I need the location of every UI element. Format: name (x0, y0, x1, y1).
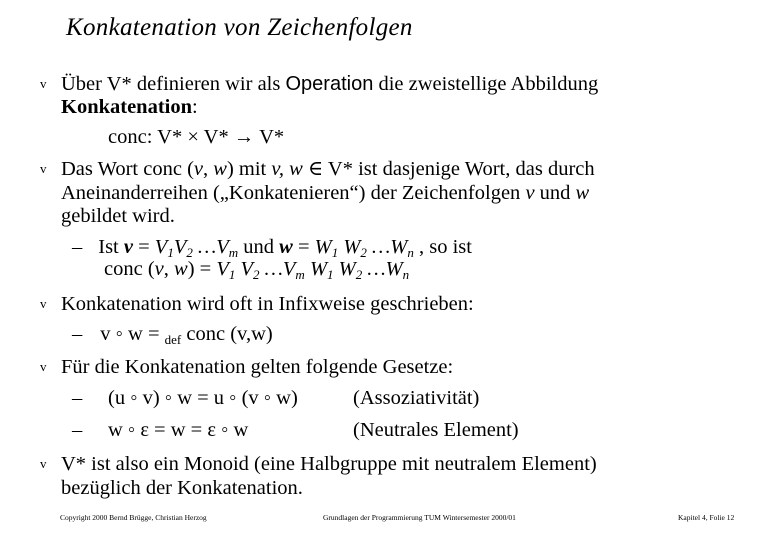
slide-title: Konkatenation von Zeichenfolgen (66, 14, 413, 41)
law-neutral-expr: w ◦ ε = w = ε ◦ w (108, 419, 249, 441)
law-neutral: – (72, 419, 83, 441)
sub-item-infix: – v ◦ w = $_{def}$ conc (v,w) (72, 323, 273, 347)
law-associativity: – (72, 387, 83, 409)
bullet-2-line-2: Aneinanderreihen („Konkatenieren“) der Zeichenfolgen v und w (61, 182, 590, 204)
bullet-5-line-2: bezüglich der Konkatenation. (61, 477, 303, 499)
bullet-icon: v (40, 359, 47, 374)
law-associativity-expr: (u ◦ v) ◦ w = u ◦ (v ◦ w) (108, 387, 298, 409)
law-neutral-label: (Neutrales Element) (353, 419, 519, 441)
sub-item-ist: – Ist $v = V_1V_2$ $\dots V_m$ und $w = W_1$ $W_2$ $\dots W_n$ , so ist (72, 236, 472, 260)
bullet-2-line-3: gebildet wird. (61, 205, 175, 227)
footer-copyright: Copyright 2000 Bernd Brügge, Christian Herzog (60, 513, 207, 522)
law-associativity-label: (Assoziativität) (353, 387, 480, 409)
bullet-1-line-2: Konkatenation: (61, 96, 198, 118)
bullet-4-line: Für die Konkatenation gelten folgende Gesetze: (61, 356, 454, 378)
footer-page-number: Kapitel 4, Folie 12 (678, 513, 735, 522)
bullet-2-line-1: Das Wort conc (v, w) mit v, w ∈ V* ist dasjenige Wort, das durch (61, 158, 595, 180)
bullet-icon: v (40, 296, 47, 311)
bullet-icon: v (40, 161, 47, 176)
conc-formula: conc: V* × V* → V* (108, 126, 285, 148)
bullet-1-line-1: Über V* definieren wir als Operation die zweistellige Abbildung (61, 73, 599, 95)
bullet-icon: v (40, 456, 47, 471)
footer-course: Grundlagen der Programmierung TUM Wintersemester 2000/01 (323, 513, 516, 522)
sub-item-ist-line-2: conc (v, $w) = V_1$ $V_2$ $\dots V_m$ $W_1$ $W_2$ $\dots W_n$ (104, 258, 410, 282)
bullet-icon: v (40, 76, 47, 91)
bullet-3-line: Konkatenation wird oft in Infixweise geschrieben: (61, 293, 474, 315)
bullet-5-line-1: V* ist also ein Monoid (eine Halbgruppe mit neutralem Element) (61, 453, 597, 475)
